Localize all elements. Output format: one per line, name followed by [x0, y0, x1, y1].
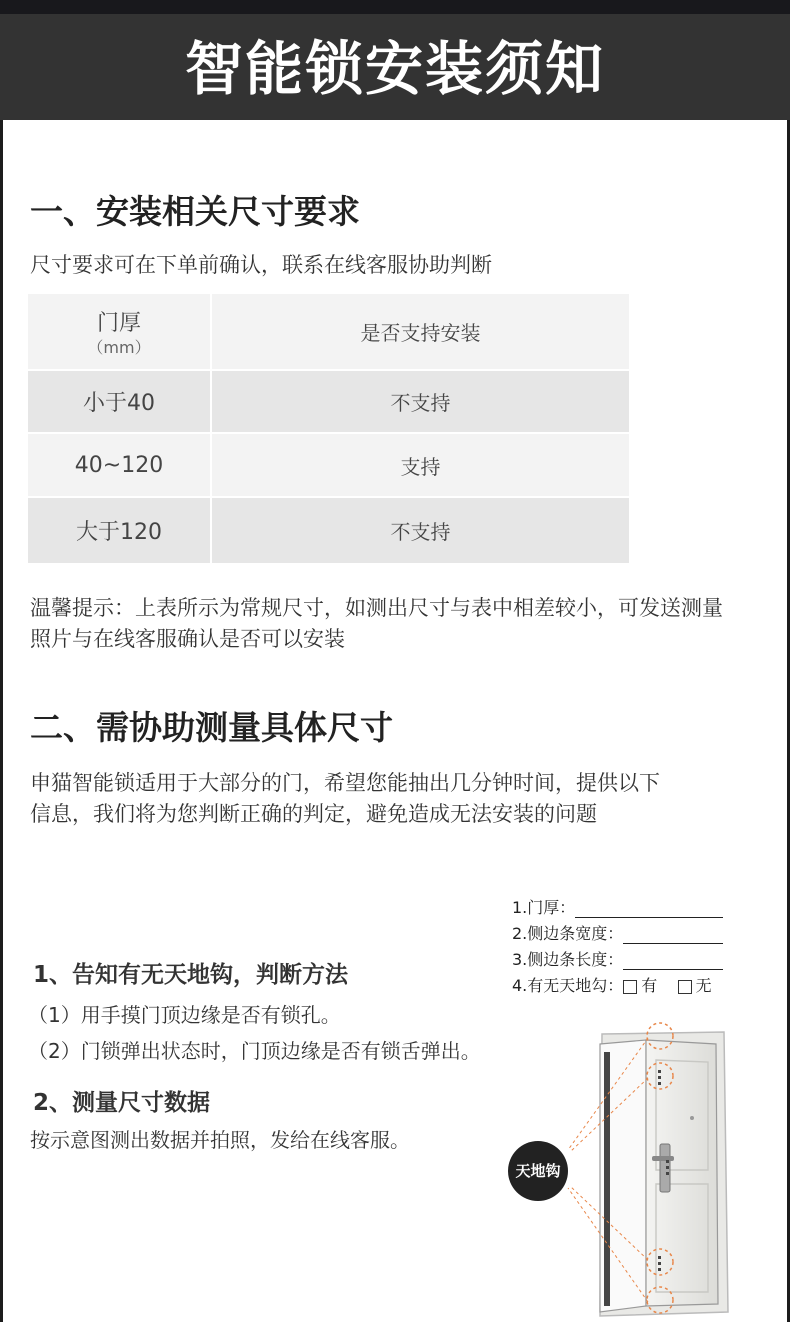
side-length-blank [623, 952, 723, 970]
row-support: 支持 [211, 433, 630, 497]
hook-badge: 天地钩 [508, 1141, 568, 1201]
tip-line-1: 温馨提示：上表所示为常规尺寸，如测出尺寸与表中相差较小，可发送测量 [30, 596, 723, 620]
row-support: 不支持 [211, 497, 630, 564]
side-width-label: 2.侧边条宽度： [512, 924, 624, 943]
table-row [28, 433, 630, 497]
table-header-row [28, 294, 630, 370]
title-banner [0, 14, 790, 120]
form-row-side-length [512, 948, 723, 974]
section2-intro-line-2: 信息，我们将为您判断正确的判定，避免造成无法安装的问题 [30, 802, 597, 826]
door-seal-strip [604, 1052, 610, 1306]
size-table [28, 294, 631, 565]
form-row-side-width [512, 922, 723, 948]
option-no-label: 无 [695, 976, 712, 995]
sub1-heading: 1、告知有无天地钩，判断方法 [33, 962, 349, 988]
door-thickness-label: 1.门厚： [512, 898, 576, 917]
top-strip [0, 0, 790, 14]
checkbox-yes [623, 980, 637, 994]
row-support: 不支持 [211, 370, 630, 433]
table-row [28, 370, 630, 433]
lock-handle [652, 1156, 674, 1161]
section2-intro-line-1: 申猫智能锁适用于大部分的门，希望您能抽出几分钟时间，提供以下 [30, 771, 660, 795]
sub1-item-2: （2）门锁弹出状态时，门顶边缘是否有锁舌弹出。 [28, 1039, 481, 1063]
tip-line-2: 照片与在线客服确认是否可以安装 [30, 627, 345, 651]
option-yes-label: 有 [641, 976, 658, 995]
hook-question-label: 4.有无天地勾： [512, 976, 624, 995]
left-border [0, 120, 3, 1322]
row-thickness: 40~120 [28, 433, 211, 497]
header-door-thickness [28, 294, 211, 370]
measurement-form [512, 896, 723, 1000]
row-thickness: 大于120 [28, 497, 211, 564]
side-width-blank [623, 926, 723, 944]
checkbox-no [678, 980, 692, 994]
form-row-door-thickness [512, 896, 723, 922]
row-thickness: 小于40 [28, 370, 211, 433]
peephole [690, 1116, 694, 1120]
door-illustration-icon [540, 1020, 740, 1322]
page-title: 智能锁安装须知 [184, 35, 605, 103]
sub2-heading: 2、测量尺寸数据 [33, 1090, 211, 1116]
door-panel [646, 1040, 718, 1306]
sub1-item-1: （1）用手摸门顶边缘是否有锁孔。 [28, 1003, 341, 1027]
form-row-hook [512, 974, 723, 1000]
header-thickness-label: 门厚 [96, 310, 141, 336]
header-thickness-unit: （mm） [87, 337, 151, 357]
header-support: 是否支持安装 [211, 294, 630, 370]
sub2-text: 按示意图测出数据并拍照，发给在线客服。 [30, 1128, 410, 1152]
section2-heading: 二、需协助测量具体尺寸 [30, 708, 393, 747]
table-row [28, 497, 630, 564]
door-thickness-blank [575, 900, 723, 918]
section1-intro: 尺寸要求可在下单前确认，联系在线客服协助判断 [30, 253, 492, 277]
side-length-label: 3.侧边条长度： [512, 950, 624, 969]
section1-heading: 一、安装相关尺寸要求 [30, 192, 360, 231]
